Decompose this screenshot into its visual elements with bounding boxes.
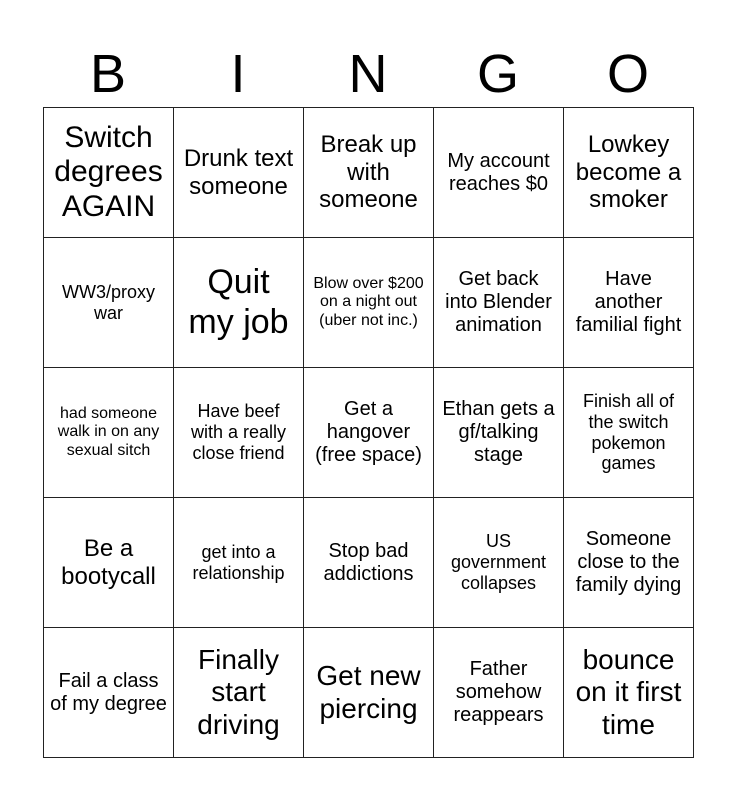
bingo-cell[interactable]: Ethan gets a gf/talking stage (434, 368, 564, 498)
bingo-cell[interactable]: Finally start driving (174, 628, 304, 758)
bingo-cell[interactable]: Finish all of the switch pokemon games (564, 368, 694, 498)
header-letter-g: G (476, 44, 519, 104)
bingo-header (43, 40, 693, 108)
bingo-cell[interactable]: Get back into Blender animation (434, 238, 564, 368)
bingo-cell[interactable]: US government collapses (434, 498, 564, 628)
bingo-cell[interactable]: get into a relationship (174, 498, 304, 628)
header-letter-b: B (89, 44, 127, 104)
bingo-cell[interactable]: had someone walk in on any sexual sitch (44, 368, 174, 498)
board-row (44, 368, 694, 498)
bingo-cell[interactable]: Stop bad addictions (304, 498, 434, 628)
bingo-cell[interactable]: My account reaches $0 (434, 108, 564, 238)
bingo-cell[interactable]: Break up with someone (304, 108, 434, 238)
bingo-cell[interactable]: WW3/proxy war (44, 238, 174, 368)
board-row (44, 238, 694, 368)
board-row (44, 108, 694, 238)
header-letter-o: O (606, 44, 649, 104)
bingo-cell[interactable]: Lowkey become a smoker (564, 108, 694, 238)
header-letter-n: N (348, 44, 388, 104)
board-row (44, 628, 694, 758)
bingo-cell[interactable]: Drunk text someone (174, 108, 304, 238)
board-row (44, 498, 694, 628)
bingo-cell[interactable]: Switch degrees AGAIN (44, 108, 174, 238)
bingo-cell[interactable]: Someone close to the family dying (564, 498, 694, 628)
bingo-cell[interactable]: Blow over $200 on a night out (uber not inc.) (304, 238, 434, 368)
bingo-cell[interactable]: Fail a class of my degree (44, 628, 174, 758)
bingo-cell[interactable]: Be a bootycall (44, 498, 174, 628)
bingo-board (43, 107, 694, 758)
bingo-cell[interactable]: Father somehow reappears (434, 628, 564, 758)
header-letter-i: I (230, 44, 246, 104)
bingo-cell[interactable]: Get a hangover (free space) (304, 368, 434, 498)
bingo-cell[interactable]: Have another familial fight (564, 238, 694, 368)
bingo-cell[interactable]: bounce on it first time (564, 628, 694, 758)
bingo-cell[interactable]: Quit my job (174, 238, 304, 368)
bingo-cell[interactable]: Get new piercing (304, 628, 434, 758)
bingo-cell[interactable]: Have beef with a really close friend (174, 368, 304, 498)
